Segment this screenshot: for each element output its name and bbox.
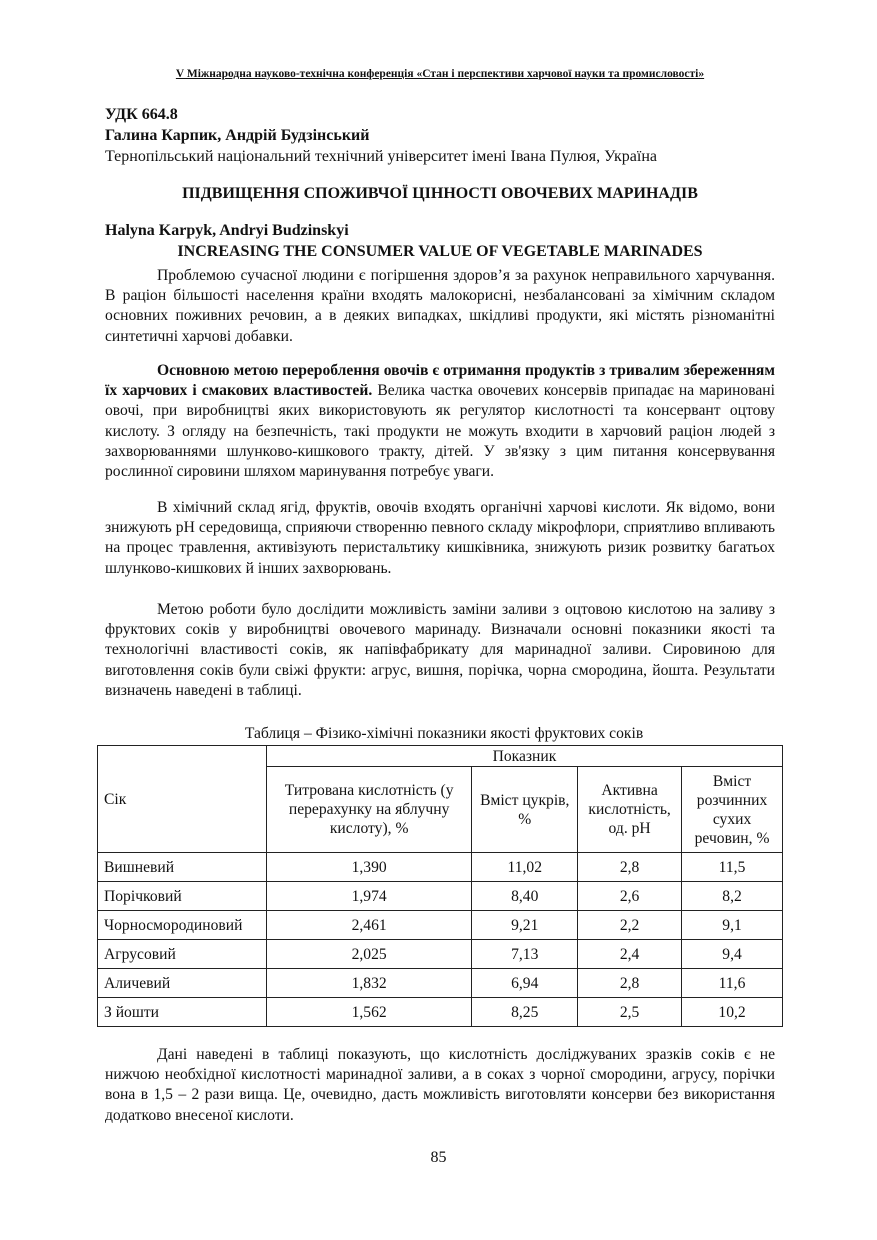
header-indicator-group: Показник [266,746,782,767]
cell-juice-name: Агрусовий [98,940,267,969]
cell-juice-name: З йошти [98,998,267,1027]
cell-titratable-acidity: 1,390 [266,853,471,882]
header-titratable-acidity: Титрована кислотність (у перерахунку на яблучну кислоту), % [266,767,471,853]
juice-quality-table [97,745,783,1027]
cell-sugar-content: 7,13 [472,940,578,969]
conference-header: V Міжнародна науково-технічна конференція «Стан і перспективи харчової науки та промисловості» [175,68,705,80]
cell-juice-name: Порічковий [98,882,267,911]
cell-active-acidity: 2,6 [578,882,682,911]
paragraph-3: В хімічний склад ягід, фруктів, овочів входять органічні харчові кислоти. Як відомо, вони знижують рН середовища, сприяючи створенню певного складу мікрофлори, сприятливо впливають на процес травлення, активізують перистальтику кишківника, знижують ризик розвитку багатьох шлунково-кишкових й інших захворювань. [105,499,775,577]
cell-juice-name: Вишневий [98,853,267,882]
paragraph-2-text: Велика частка овочевих консервів припадає на мариновані овочі, при виробництві яких використовують як регулятор кислотності та консервант оцтову кислоту. З огляду на безпечність, такі продукти не можуть входити в харчовий раціон людей з захворюваннями шлунково-кишкового тракту, дітей. У зв'язку з цим питання консервування рослинної сировини шляхом маринування потребує уваги. [105,382,775,481]
header-active-acidity: Активна кислотність, од. рН [578,767,682,853]
paragraph-4: Метою роботи було дослідити можливість заміни заливи з оцтовою кислотою на заливу з фруктових соків у виробництві овочевого маринаду. Визначали основні показники якості та технологічні властивості соків, як напівфабрикату для маринадної заливи. Сировиною для виготовлення соків були свіжі фрукти: агрус, вишня, порічка, чорна смородина, йошта. Результати визначень наведені в таблиці. [105,601,775,699]
udk-code: УДК 664.8 [105,106,178,123]
cell-soluble-solids: 9,1 [682,911,783,940]
table-row [98,998,783,1027]
cell-titratable-acidity: 1,562 [266,998,471,1027]
title-english: INCREASING THE CONSUMER VALUE OF VEGETABLE MARINADES [177,243,703,260]
cell-active-acidity: 2,8 [578,969,682,998]
cell-titratable-acidity: 2,025 [266,940,471,969]
paragraph-2 [105,361,775,482]
header-soluble-solids: Вміст розчинних сухих речовин, % [682,767,783,853]
header-juice: Сік [98,746,267,853]
paragraph-5: Дані наведені в таблиці показують, що кислотність досліджуваних зразків соків є не нижчою необхідної кислотності маринадної заливи, а в соках з чорної смородини, агрусу, порічки вона в 1,5 – 2 рази вища. Це, очевидно, дасть можливість виготовляти консерви без використання додатково внесеної кислоти. [105,1046,775,1124]
cell-juice-name: Аличевий [98,969,267,998]
table-group-header-row [98,746,783,767]
cell-active-acidity: 2,5 [578,998,682,1027]
cell-active-acidity: 2,8 [578,853,682,882]
cell-soluble-solids: 9,4 [682,940,783,969]
cell-sugar-content: 6,94 [472,969,578,998]
cell-active-acidity: 2,2 [578,911,682,940]
cell-sugar-content: 9,21 [472,911,578,940]
table-row [98,853,783,882]
affiliation: Тернопільський національний технічний університет імені Івана Пулюя, Україна [105,148,657,165]
authors-english: Halyna Karpyk, Andryi Budzinskyi [105,222,349,239]
header-sugar-content: Вміст цукрів, % [472,767,578,853]
table-row [98,911,783,940]
cell-sugar-content: 8,25 [472,998,578,1027]
table-row [98,940,783,969]
cell-soluble-solids: 8,2 [682,882,783,911]
cell-soluble-solids: 11,5 [682,853,783,882]
cell-sugar-content: 11,02 [472,853,578,882]
cell-soluble-solids: 11,6 [682,969,783,998]
cell-soluble-solids: 10,2 [682,998,783,1027]
cell-titratable-acidity: 1,974 [266,882,471,911]
page-number: 85 [430,1149,447,1166]
cell-titratable-acidity: 2,461 [266,911,471,940]
title-ukrainian: ПІДВИЩЕННЯ СПОЖИВЧОЇ ЦІННОСТІ ОВОЧЕВИХ МАРИНАДІВ [182,185,698,202]
authors-ukrainian: Галина Карпик, Андрій Будзінський [105,127,370,144]
cell-sugar-content: 8,40 [472,882,578,911]
table-row [98,969,783,998]
cell-titratable-acidity: 1,832 [266,969,471,998]
cell-juice-name: Чорносмородиновий [98,911,267,940]
cell-active-acidity: 2,4 [578,940,682,969]
table-caption: Таблиця – Фізико-хімічні показники якості фруктових соків [244,725,644,742]
table-row [98,882,783,911]
paragraph-1: Проблемою сучасної людини є погіршення здоров’я за рахунок неправильного харчування. В раціон більшості населення країни входять малокорисні, незбалансовані за хімічним складом основних поживних речовин, а в деяких випадках, шкідливі продукти, які містять різноманітні синтетичні харчові добавки. [105,267,775,345]
paragraph-2-emphasis: Основною метою перероблення овочів є отримання продуктів з тривалим збереженням їх харчових і смакових властивостей. [105,362,775,400]
